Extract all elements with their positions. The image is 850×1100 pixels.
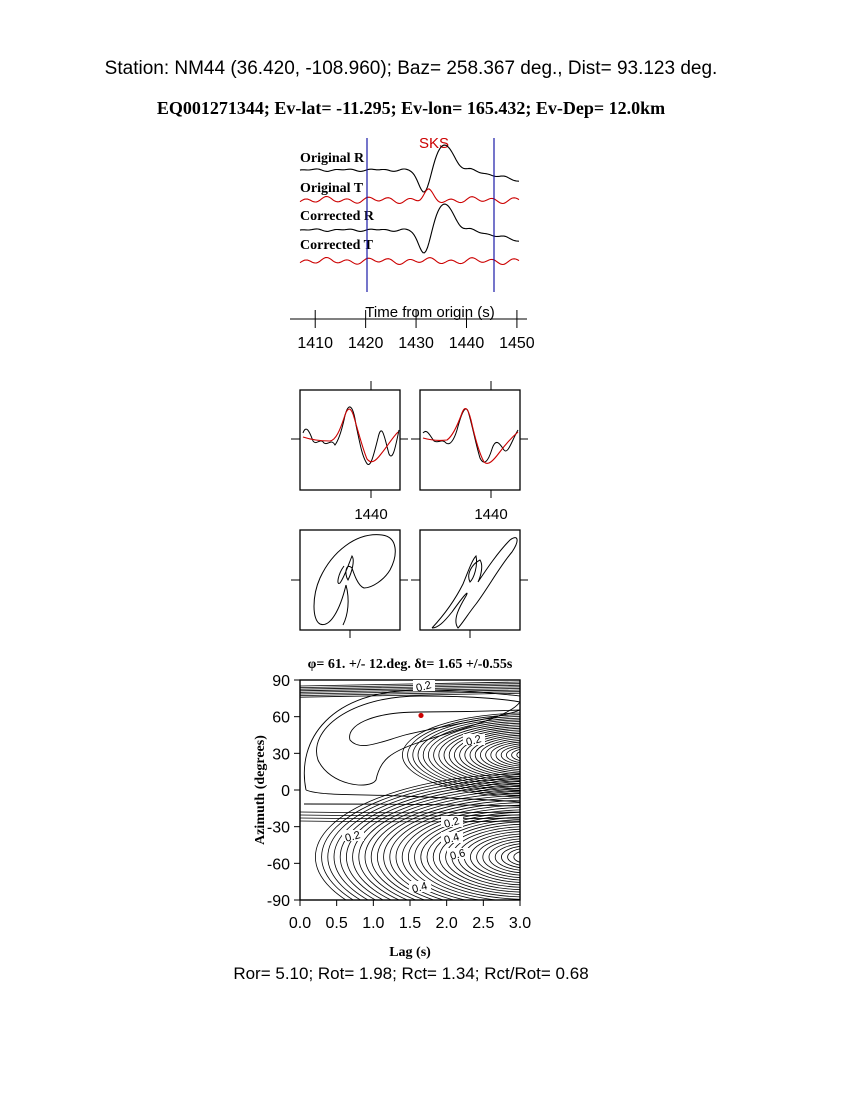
lag-tick-label: 0.0 [288,915,312,932]
contour-line [325,779,728,936]
lag-tick-label: 2.0 [435,915,458,932]
lag-tick-label: 1.5 [398,915,422,932]
event-header: EQ001271344; Ev-lat= -11.295; Ev-lon= 165.432; Ev-Dep= 12.0km [156,98,666,118]
lag-tick-label: 3.0 [508,915,532,932]
contour-line [495,843,561,870]
time-tick-label: 1430 [398,335,434,352]
station-header: Station: NM44 (36.420, -108.960); Baz= 258.367 deg., Dist= 93.123 deg. [104,58,718,79]
azimuth-tick-label: 30 [272,746,290,764]
azimuth-tick-label: 0 [281,783,290,800]
time-tick-label: 1450 [499,335,535,352]
ratio-summary: Ror= 5.10; Rot= 1.98; Rct= 1.34; Rct/Rot= 0.68 [233,964,589,983]
contour-line [486,740,571,770]
trace-label-original-t: Original T [300,181,364,196]
best-fit-marker [418,713,423,718]
waveform-overlay-before [291,381,408,498]
contour-line [489,841,567,873]
contour-label: 0.4 [442,831,461,847]
contour-line [491,742,565,768]
contour-label: 0.2 [414,679,433,695]
azimuth-tick-label: -60 [266,856,290,874]
trace-label-original-r: Original R [300,151,365,166]
contour-line [402,713,653,797]
contour-line [353,788,704,926]
energy-contour-panel [253,657,741,960]
contour-line [300,818,520,819]
azimuth-axis-label: Azimuth (degrees) [253,735,268,845]
lag-tick-label: 2.5 [472,915,495,932]
waveform-panel [290,135,535,352]
contour-label: 0.2 [464,733,483,749]
contour-line [300,821,520,822]
time-axis-label: Time from origin (s) [365,304,495,321]
contour-line [340,783,716,930]
trace-label-corrected-t: Corrected T [300,238,373,253]
contour-line [470,735,586,775]
time-tick-label: 1440 [448,335,485,352]
contour-line [402,807,654,906]
particle-motion-before [291,530,408,638]
contour-line [300,812,520,813]
contour-line [452,827,604,888]
contour-line [439,725,617,785]
contour-label: 0.6 [448,847,467,863]
time-tick-label: 1420 [347,335,384,352]
contour-line [520,853,536,861]
contour-label: 0.4 [410,880,429,896]
lag-axis-label: Lag (s) [389,945,431,960]
contour-line [365,793,691,921]
contour-line [480,738,575,771]
contour-line [483,839,573,876]
contour-line [334,781,722,933]
contour-line [413,716,643,793]
contour-line [477,836,580,878]
overlay-time-label-left: 1440 [354,506,388,523]
contour-line [514,851,542,864]
particle-motion-after [411,530,528,638]
contour-line [434,723,623,787]
azimuth-tick-label: 90 [272,673,290,690]
contour-line [300,815,520,816]
contour-label: 0.2 [442,815,461,831]
contour-line [458,829,598,885]
overlay-time-label-right: 1440 [474,506,508,523]
contour-line [343,786,709,928]
waveform-overlay-after [411,381,528,498]
contour-line [506,747,549,763]
contour-line [396,805,660,909]
contour-line [470,834,585,880]
azimuth-tick-label: -90 [266,893,290,910]
contour-line [464,831,592,882]
contour-line [501,846,554,868]
splitting-result-title: φ= 61. +/- 12.deg. δt= 1.65 +/-0.55s [307,657,513,672]
contour-line [496,744,560,767]
contour-label: 0.2 [343,829,362,845]
azimuth-tick-label: -30 [266,819,290,837]
phase-label: SKS [418,135,450,152]
trace-label-corrected-r: Corrected R [300,209,374,224]
time-tick-label: 1410 [297,335,334,352]
trace-corrected-t [300,258,519,265]
lag-tick-label: 0.5 [325,915,348,932]
contour-line [350,710,520,746]
contour-line [522,752,534,758]
contour-line [501,745,555,765]
lag-tick-label: 1.0 [362,915,385,932]
contour-line [418,718,638,792]
azimuth-tick-label: 60 [272,709,290,727]
